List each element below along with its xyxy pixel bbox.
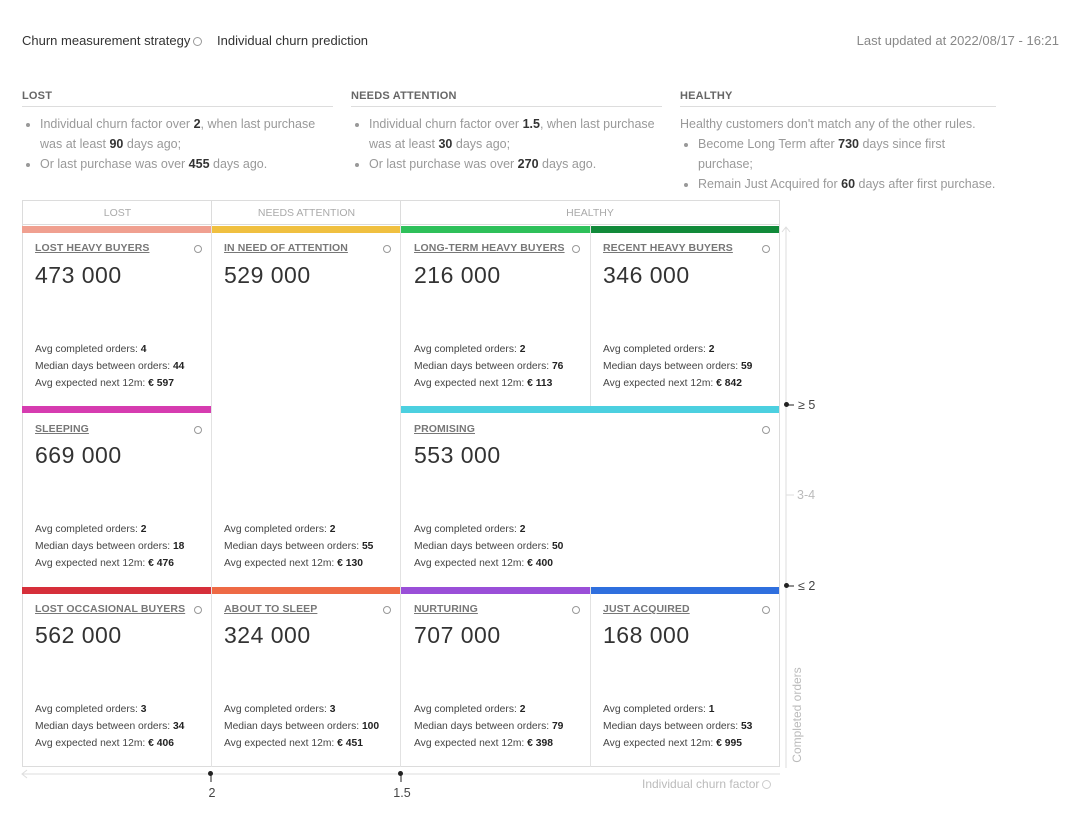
segment-count: 324 000 [224, 622, 311, 648]
group-header-needs-attention: NEEDS ATTENTION [211, 200, 401, 225]
segment-count: 346 000 [603, 262, 690, 288]
segment-title-long-term-heavy-buyers[interactable]: LONG-TERM HEAVY BUYERS [414, 242, 565, 254]
segment-count: 553 000 [414, 442, 501, 468]
segment-title-about-to-sleep[interactable]: ABOUT TO SLEEP [224, 603, 318, 615]
segment-color-bar [401, 406, 779, 413]
y-tick-label: 3-4 [797, 488, 816, 502]
rule-title: HEALTHY [680, 90, 996, 107]
info-icon[interactable] [762, 245, 770, 253]
segment-stats: Avg completed orders: 1 Median days between orders: 53 Avg expected next 12m: € 995 [603, 704, 753, 749]
rule-item: • Or last purchase was over 455 days ago. [40, 154, 333, 174]
segment-stats: Avg completed orders: 2 Median days between orders: 76 Avg expected next 12m: € 113 [414, 344, 564, 389]
info-icon[interactable] [762, 606, 770, 614]
segment-color-bar [591, 587, 779, 594]
segment-count: 473 000 [35, 262, 122, 288]
tab-individual-churn-prediction[interactable] [217, 33, 368, 48]
segment-title-nurturing[interactable]: NURTURING [414, 603, 478, 615]
rule-lost [22, 90, 333, 174]
info-icon[interactable] [193, 37, 202, 46]
rule-healthy [680, 90, 996, 194]
info-icon[interactable] [194, 606, 202, 614]
x-tick-label: 2 [208, 786, 216, 800]
y-tick-label: ≥ 5 [798, 398, 816, 412]
segment-title-recent-heavy-buyers[interactable]: RECENT HEAVY BUYERS [603, 242, 733, 254]
x-axis-label: Individual churn factor [642, 777, 771, 791]
tab-label: Churn measurement strategy [22, 33, 191, 48]
rule-needs-attention [351, 90, 662, 174]
info-icon[interactable] [194, 426, 202, 434]
segment-color-bar [401, 587, 590, 594]
segment-title-sleeping[interactable]: SLEEPING [35, 423, 89, 435]
segment-count: 669 000 [35, 442, 122, 468]
segment-title-just-acquired[interactable]: JUST ACQUIRED [603, 603, 690, 615]
rule-item: • Individual churn factor over 2, when last purchase was at least 90 days ago; [40, 114, 333, 154]
column-divider [590, 587, 591, 767]
segment-color-bar [401, 226, 590, 233]
segment-count: 168 000 [603, 622, 690, 648]
info-icon[interactable] [762, 426, 770, 434]
segment-title-lost-heavy-buyers[interactable]: LOST HEAVY BUYERS [35, 242, 150, 254]
segment-color-bar [212, 226, 400, 233]
y-tick-marker [784, 402, 789, 407]
tab-label: Individual churn prediction [217, 33, 369, 48]
info-icon[interactable] [383, 245, 391, 253]
rule-title: LOST [22, 90, 333, 107]
rule-list [680, 134, 996, 194]
segment-stats: Avg completed orders: 4 Median days between orders: 44 Avg expected next 12m: € 597 [35, 344, 185, 389]
segment-color-bar [22, 587, 211, 594]
segment-count: 529 000 [224, 262, 311, 288]
rule-item: • Become Long Term after 730 days since first purchase; [698, 134, 996, 174]
segment-stats: Avg completed orders: 2 Median days between orders: 18 Avg expected next 12m: € 476 [35, 524, 185, 569]
rule-list [22, 114, 333, 174]
segment-stats: Avg completed orders: 2 Median days between orders: 59 Avg expected next 12m: € 842 [603, 344, 753, 389]
x-tick-marker [398, 771, 403, 776]
segment-count: 707 000 [414, 622, 501, 648]
segment-stats: Avg completed orders: 2 Median days between orders: 50 Avg expected next 12m: € 400 [414, 524, 564, 569]
last-updated-text: Last updated at 2022/08/17 - 16:21 [856, 33, 1059, 48]
info-icon[interactable] [572, 606, 580, 614]
group-header-healthy: HEALTHY [400, 200, 780, 225]
y-tick-marker [784, 583, 789, 588]
info-icon[interactable] [572, 245, 580, 253]
segment-count: 562 000 [35, 622, 122, 648]
column-divider [590, 225, 591, 406]
rule-item: • Or last purchase was over 270 days ago. [369, 154, 662, 174]
segment-title-in-need-of-attention[interactable]: IN NEED OF ATTENTION [224, 242, 348, 254]
column-divider [400, 225, 401, 767]
segment-count: 216 000 [414, 262, 501, 288]
tab-churn-measurement-strategy[interactable] [22, 33, 202, 48]
x-tick-marker [208, 771, 213, 776]
rule-list [351, 114, 662, 174]
segment-title-promising[interactable]: PROMISING [414, 423, 475, 435]
y-tick-label: ≤ 2 [798, 579, 816, 593]
rule-intro: Healthy customers don't match any of the other rules. [680, 117, 976, 131]
group-header-lost: LOST [22, 200, 212, 225]
column-divider [211, 225, 212, 767]
rule-title: NEEDS ATTENTION [351, 90, 662, 107]
info-icon[interactable] [383, 606, 391, 614]
rule-item: • Remain Just Acquired for 60 days after first purchase. [698, 174, 996, 194]
segment-title-lost-occasional-buyers[interactable]: LOST OCCASIONAL BUYERS [35, 603, 186, 615]
segment-stats: Avg completed orders: 2 Median days between orders: 55 Avg expected next 12m: € 130 [224, 524, 374, 569]
y-axis-label: Completed orders [790, 667, 804, 763]
x-tick-label: 1.5 [393, 786, 411, 800]
segment-stats: Avg completed orders: 3 Median days between orders: 34 Avg expected next 12m: € 406 [35, 704, 185, 749]
segment-stats: Avg completed orders: 2 Median days between orders: 79 Avg expected next 12m: € 398 [414, 704, 564, 749]
segment-color-bar [22, 406, 211, 413]
info-icon[interactable] [762, 780, 771, 789]
segment-color-bar [212, 587, 400, 594]
segment-color-bar [591, 226, 779, 233]
segment-stats: Avg completed orders: 3 Median days between orders: 100 Avg expected next 12m: € 451 [224, 704, 380, 749]
segment-color-bar [22, 226, 211, 233]
rule-item: • Individual churn factor over 1.5, when last purchase was at least 30 days ago; [369, 114, 662, 154]
info-icon[interactable] [194, 245, 202, 253]
